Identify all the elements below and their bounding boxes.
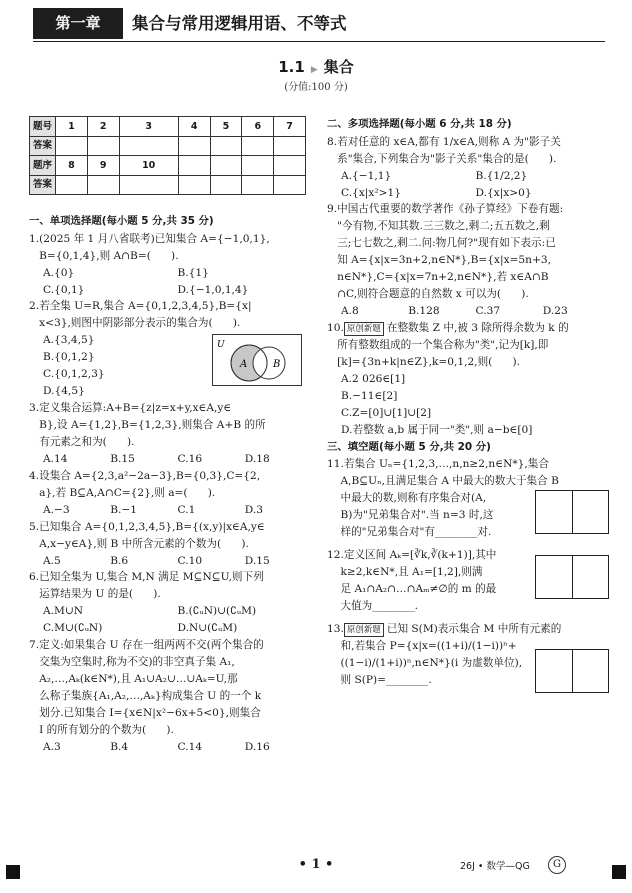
question-text: 在整数集 Z 中,被 3 除所得余数为 k 的 所有整数组成的一个集合称为"类",记为[k],即 [k]={3n+k|n∈Z},k=0,1,2,则( ).: [337, 322, 569, 368]
answer-cell[interactable]: [119, 136, 178, 156]
option[interactable]: A.M∪N: [43, 605, 84, 618]
answer-cell[interactable]: [242, 175, 274, 195]
option[interactable]: C.37: [475, 305, 501, 318]
question-number: 10.: [327, 322, 344, 334]
table-cell: 8: [56, 156, 88, 176]
question-stem: 4.设集合 A={2,3,a²−2a−3},B={0,3},C={2, a},若 B⊆A,A∩C={2},则 a=( ).: [29, 469, 261, 499]
answer-cell[interactable]: [178, 175, 210, 195]
left-column: [29, 213, 312, 756]
answer-box: [535, 490, 609, 534]
answer-table: [29, 116, 306, 195]
option[interactable]: A.{−1,1}: [341, 169, 392, 182]
table-cell: 3: [119, 117, 178, 137]
option[interactable]: D.N∪(∁ᵤM): [177, 622, 238, 635]
option[interactable]: A.14: [43, 452, 68, 465]
option[interactable]: D.15: [244, 554, 270, 567]
registration-mark: [612, 865, 626, 879]
option[interactable]: C.Z=[0]∪[1]∪[2]: [341, 406, 432, 419]
question-stem: 5.已知集合 A={0,1,2,3,4,5},B={(x,y)|x∈A,y∈ A,x−y∈A},则 B 中所含元素的个数为( ).: [29, 520, 265, 550]
table-cell: [210, 156, 242, 176]
question-number: 13.: [327, 622, 344, 635]
part-heading: 二、多项选择题(每小题 6 分,共 18 分): [327, 118, 512, 130]
question-stem: 8.若对任意的 x∈A,都有 1/x∈A,则称 A 为"影子关 系"集合,下列集合为"影子关系"集合的是( ).: [327, 135, 561, 165]
table-cell: 7: [274, 117, 306, 137]
question-stem: [327, 320, 610, 371]
question-9: [327, 201, 610, 320]
option[interactable]: A.{0}: [43, 266, 75, 279]
score-note: (分值:100 分): [284, 82, 348, 93]
question-stem: 6.已知全集为 U,集合 M,N 满足 M⊆N⊆U,则下列 运算结果为 U 的是( ).: [29, 571, 264, 601]
option[interactable]: C.{0,1,2,3}: [43, 368, 105, 381]
option[interactable]: C.{x|x²>1}: [341, 186, 401, 199]
option[interactable]: D.3: [244, 503, 263, 516]
question-13: [327, 621, 610, 689]
question-7: [29, 637, 312, 756]
question-text: 已知 S(M)表示集合 M 中所有元素的 和,若集合 P={x|x=((1+i)/(1−i))ⁿ+ ((1−i)/(1+i))ⁿ,n∈N*}(i 为虚数单位), 则 S(P)=________.: [340, 622, 562, 686]
answer-cell[interactable]: [56, 175, 88, 195]
venn-label-u: U: [217, 340, 225, 351]
option[interactable]: B.{0,1,2}: [43, 351, 95, 364]
option[interactable]: A.5: [43, 554, 61, 567]
option[interactable]: D.16: [244, 740, 270, 753]
page-number: • 1 •: [298, 857, 334, 872]
answer-cell[interactable]: [178, 136, 210, 156]
option[interactable]: B.6: [110, 554, 129, 567]
option[interactable]: B.4: [110, 740, 129, 753]
option[interactable]: D.{4,5}: [43, 385, 85, 398]
option[interactable]: D.18: [244, 452, 270, 465]
option[interactable]: C.{0,1}: [43, 283, 85, 296]
table-cell: 4: [178, 117, 210, 137]
option[interactable]: A.8: [341, 305, 359, 318]
question-4: [29, 468, 312, 519]
option[interactable]: C.14: [177, 740, 203, 753]
question-3: [29, 400, 312, 468]
answer-box: [535, 555, 609, 599]
option[interactable]: C.16: [177, 452, 203, 465]
part-heading: 一、单项选择题(每小题 5 分,共 35 分): [29, 215, 214, 227]
question-stem: 1.(2025 年 1 月八省联考)已知集合 A={−1,0,1}, B={0,1,4},则 A∩B=( ).: [29, 232, 270, 262]
question-12: [327, 547, 610, 615]
question-5: [29, 519, 312, 570]
triangle-icon: ▶: [310, 65, 318, 75]
option[interactable]: C.1: [177, 503, 196, 516]
answer-cell[interactable]: [274, 175, 306, 195]
question-stem: 9.中国古代重要的数学著作《孙子算经》下卷有题: "今有物,不知其数.三三数之,剩二;五五数之,剩 三;七七数之,剩二.问:物几何?"现有如下表示:已 知 A={x|x=3n+2,n∈N*},B={x|x=5n+3, n∈N*},C={x|x=7n+2,n∈N*},若 x∈A∩B ∩C,则符合题意的自然数 x 可以为( ).: [327, 203, 564, 301]
footer-code: 26J • 数学—QG: [460, 861, 530, 872]
table-cell: 题序: [30, 156, 56, 176]
table-row: [30, 175, 306, 195]
table-cell: 10: [119, 156, 178, 176]
venn-svg: [213, 335, 301, 385]
table-cell: 答案: [30, 175, 56, 195]
question-11: [327, 456, 610, 541]
option[interactable]: B.−1: [110, 503, 138, 516]
venn-label-b: B: [273, 359, 281, 371]
answer-cell[interactable]: [87, 175, 119, 195]
option[interactable]: A.2 026∈[1]: [341, 372, 406, 385]
right-column: [327, 116, 610, 688]
option[interactable]: A.3: [43, 740, 61, 753]
answer-cell[interactable]: [56, 136, 88, 156]
answer-cell[interactable]: [210, 136, 242, 156]
option[interactable]: D.{−1,0,1,4}: [177, 283, 249, 296]
question-stem: 3.定义集合运算:A+B={z|z=x+y,x∈A,y∈ B},设 A={1,2},B={1,2,3},则集合 A+B 的所 有元素之和为( ).: [29, 402, 266, 448]
part-heading: 三、填空题(每小题 5 分,共 20 分): [327, 440, 491, 453]
question-1: [29, 231, 312, 299]
table-cell: [274, 156, 306, 176]
question-10: [327, 320, 610, 439]
registration-mark: [6, 865, 20, 879]
chapter-badge: 第一章: [33, 8, 123, 39]
option[interactable]: B.15: [110, 452, 135, 465]
table-row: [30, 117, 306, 137]
section-number: 1.1: [278, 58, 305, 76]
table-row: [30, 156, 306, 176]
question-stem: 11.若集合 Uₙ={1,2,3,…,n,n≥2,n∈N*},集合 A,B⊆Uₙ,且满足集合 A 中最大的数大于集合 B 中最大的数,则称有序集合对(A, B)为"兄弟集合对".当 n=3 时,这 样的"兄弟集合对"有________对.: [327, 458, 559, 538]
option[interactable]: D.23: [542, 305, 568, 318]
table-cell: 题号: [30, 117, 56, 137]
header-rule: [33, 41, 605, 42]
option[interactable]: B.−11∈[2]: [341, 389, 398, 402]
question-stem: 7.定义:如果集合 U 存在一组两两不交(两个集合的 交集为空集时,称为不交)的非空真子集 A₁, A₂,…,Aₖ(k∈N*),且 A₁∪A₂∪…∪Aₖ=U,那 么称子集族{A₁,A₂,…,Aₖ}构成集合 U 的一个 k 划分.已知集合 I={x∈N|x²−6x+5<0},则集合 I 的所有划分的个数为( ).: [29, 639, 264, 736]
answer-cell[interactable]: [119, 175, 178, 195]
option[interactable]: C.10: [177, 554, 203, 567]
answer-cell[interactable]: [87, 136, 119, 156]
table-cell: 1: [56, 117, 88, 137]
table-cell: 2: [87, 117, 119, 137]
table-cell: 6: [242, 117, 274, 137]
venn-label-a: A: [240, 359, 248, 371]
table-cell: 5: [210, 117, 242, 137]
option[interactable]: D.{x|x>0}: [475, 186, 532, 199]
table-cell: [178, 156, 210, 176]
table-row: [30, 136, 306, 156]
option[interactable]: A.{3,4,5}: [43, 334, 95, 347]
section-heading: [0, 55, 632, 79]
option[interactable]: C.M∪(∁ᵤN): [43, 622, 103, 635]
option[interactable]: B.(∁ᵤN)∪(∁ᵤM): [177, 605, 257, 618]
option[interactable]: A.−3: [43, 503, 70, 516]
option[interactable]: D.若整数 a,b 属于同一"类",则 a−b∈[0]: [341, 423, 533, 436]
original-tag: 原创新题: [344, 623, 384, 637]
question-stem: 2.若全集 U=R,集合 A={0,1,2,3,4,5},B={x| x<3},则图中阴影部分表示的集合为( ).: [29, 300, 252, 330]
venn-diagram: [212, 334, 302, 386]
question-6: [29, 569, 312, 637]
table-cell: 答案: [30, 136, 56, 156]
answer-box: [535, 649, 609, 693]
table-cell: 9: [87, 156, 119, 176]
question-8: [327, 134, 610, 202]
question-stem: 12.定义区间 Aₖ=[∛k,∛(k+1)],其中 k≥2,k∈N*,且 A₁=[1,2],则满 足 A₁∩A₂∩…∩Aₘ≠∅的 m 的最 大值为________.: [327, 548, 497, 612]
option[interactable]: B.{1/2,2}: [475, 169, 528, 182]
answer-cell[interactable]: [210, 175, 242, 195]
table-cell: [242, 156, 274, 176]
option[interactable]: B.{1}: [177, 266, 209, 279]
answer-cell[interactable]: [242, 136, 274, 156]
answer-cell[interactable]: [274, 136, 306, 156]
chapter-title: 集合与常用逻辑用语、不等式: [132, 14, 347, 33]
question-2: [29, 298, 312, 400]
option[interactable]: B.128: [408, 305, 440, 318]
section-title: 集合: [323, 58, 354, 76]
original-tag: 原创新题: [344, 322, 384, 336]
publisher-logo-icon: G: [548, 856, 566, 874]
